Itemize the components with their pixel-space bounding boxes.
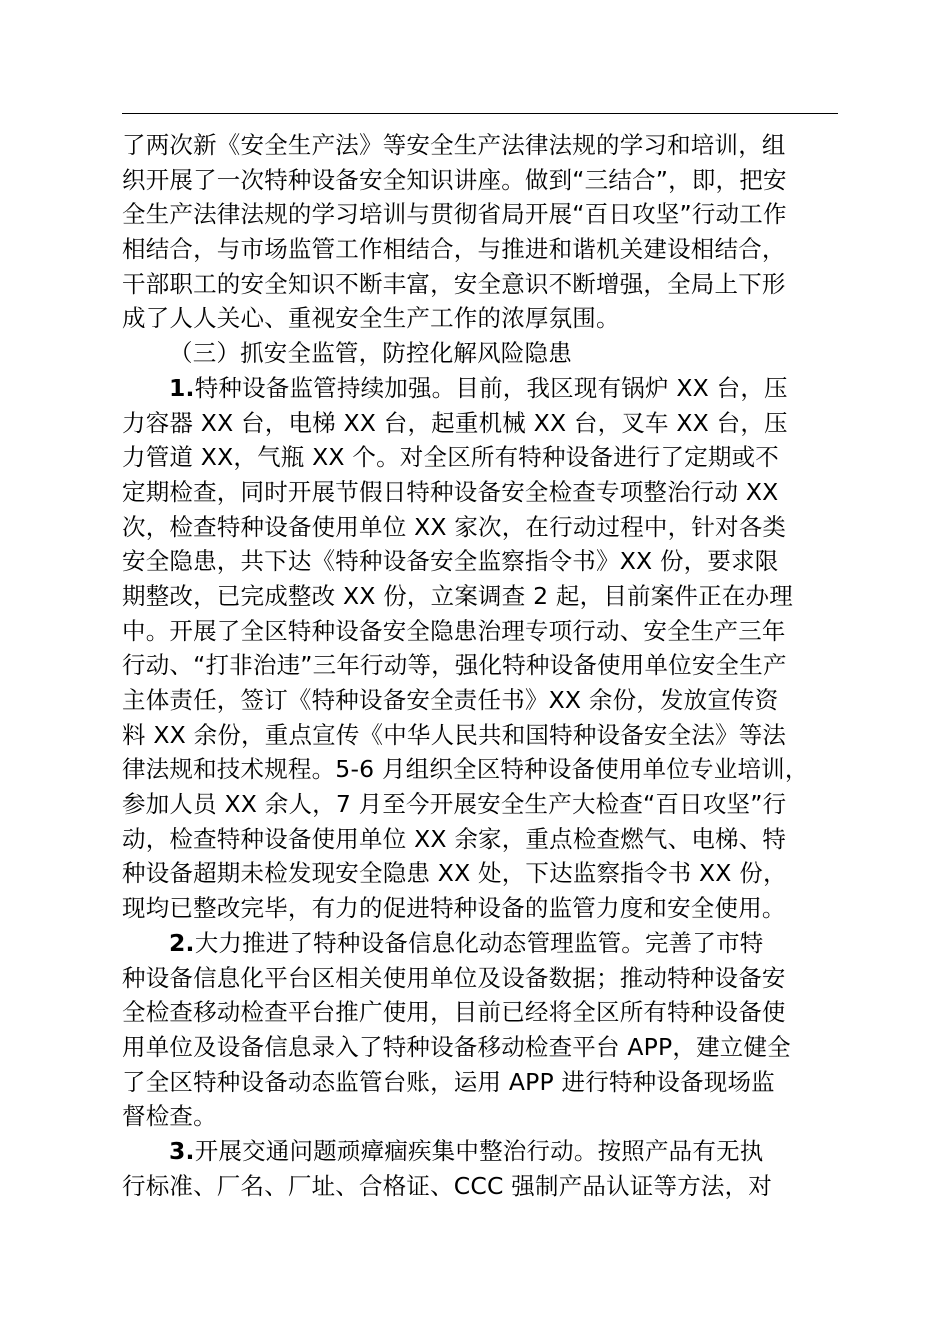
text-line [122, 1134, 852, 1169]
line-text: 特种设备监管持续加强。目前，我区现有锅炉 XX 台，压 [194, 373, 788, 402]
text-line [122, 1169, 852, 1204]
text-line [122, 128, 852, 163]
text-line [122, 371, 852, 406]
line-text: 大力推进了特种设备信息化动态管理监管。完善了市特 [194, 928, 764, 957]
text-line [122, 648, 852, 683]
line-text: 相结合，与市场监管工作相结合，与推进和谐机关建设相结合， [122, 235, 786, 264]
line-text: 种设备超期未检发现安全隐患 XX 处，下达监察指令书 XX 份， [122, 859, 787, 888]
text-line [122, 579, 852, 614]
text-line [122, 787, 852, 822]
text-line [122, 406, 852, 441]
text-line [122, 718, 852, 753]
line-text: 中。开展了全区特种设备安全隐患治理专项行动、安全生产三年 [122, 616, 786, 645]
text-line [122, 301, 852, 336]
line-text: 全检查移动检查平台推广使用，目前已经将全区所有特种设备使 [122, 998, 786, 1027]
line-text: 全生产法律法规的学习培训与贯彻省局开展“百日攻坚”行动工作 [122, 200, 787, 229]
text-line [122, 544, 852, 579]
line-text: 动，检查特种设备使用单位 XX 余家，重点检查燃气、电梯、特 [122, 824, 787, 853]
text-line [122, 614, 852, 649]
text-line [122, 683, 852, 718]
line-text: 参加人员 XX 余人，7 月至今开展安全生产大检查“百日攻坚”行 [122, 790, 787, 819]
text-line [122, 197, 852, 232]
text-line [122, 267, 852, 302]
line-text: 织开展了一次特种设备安全知识讲座。做到“三结合”，即，把安 [122, 165, 787, 194]
item-number: 1. [169, 373, 195, 402]
text-line [122, 1099, 852, 1134]
text-line [122, 822, 852, 857]
item-number: 2. [169, 928, 195, 957]
line-text: 料 XX 余份，重点宣传《中华人民共和国特种设备安全法》等法 [122, 720, 787, 749]
line-text: （三）抓安全监管，防控化解风险隐患 [169, 339, 572, 368]
text-line [122, 891, 852, 926]
line-text: 行标准、厂名、厂址、合格证、CCC 强制产品认证等方法，对 [122, 1171, 772, 1200]
item-number: 3. [169, 1136, 195, 1165]
header-rule [122, 113, 838, 114]
text-line [122, 856, 852, 891]
text-line [122, 752, 852, 787]
line-text: 开展交通问题顽瘴痼疾集中整治行动。按照产品有无执 [194, 1136, 764, 1165]
line-text: 力容器 XX 台，电梯 XX 台，起重机械 XX 台，叉车 XX 台，压 [122, 408, 788, 437]
text-line [122, 163, 852, 198]
line-text: 力管道 XX，气瓶 XX 个。对全区所有特种设备进行了定期或不 [122, 443, 780, 472]
line-text: 现均已整改完毕，有力的促进特种设备的监管力度和安全使用。 [122, 894, 786, 923]
text-line [122, 1065, 852, 1100]
text-line [122, 232, 852, 267]
line-text: 成了人人关心、重视安全生产工作的浓厚氛围。 [122, 304, 620, 333]
text-line [122, 995, 852, 1030]
text-line [122, 336, 852, 371]
document-body [122, 128, 852, 1203]
line-text: 安全隐患，共下达《特种设备安全监察指令书》XX 份，要求限 [122, 547, 779, 576]
text-line [122, 475, 852, 510]
text-line [122, 1030, 852, 1065]
line-text: 次，检查特种设备使用单位 XX 家次，在行动过程中，针对各类 [122, 512, 787, 541]
text-line [122, 926, 852, 961]
text-line [122, 510, 852, 545]
line-text: 了全区特种设备动态监管台账，运用 APP 进行特种设备现场监 [122, 1067, 775, 1096]
line-text: 期整改，已完成整改 XX 份，立案调查 2 起，目前案件正在办理 [122, 581, 793, 610]
line-text: 主体责任，签订《特种设备安全责任书》XX 余份，发放宣传资 [122, 686, 779, 714]
line-text: 律法规和技术规程。5-6 月组织全区特种设备使用单位专业培训， [122, 755, 809, 784]
text-line [122, 440, 852, 475]
line-text: 了两次新《安全生产法》等安全生产法律法规的学习和培训，组 [122, 131, 786, 159]
text-line [122, 961, 852, 996]
line-text: 种设备信息化平台区相关使用单位及设备数据；推动特种设备安 [122, 963, 786, 992]
line-text: 督检查。 [122, 1102, 217, 1131]
line-text: 定期检查，同时开展节假日特种设备安全检查专项整治行动 XX [122, 477, 779, 506]
line-text: 干部职工的安全知识不断丰富，安全意识不断增强，全局上下形 [122, 269, 786, 298]
line-text: 用单位及设备信息录入了特种设备移动检查平台 APP，建立健全 [122, 1032, 791, 1061]
line-text: 行动、“打非治违”三年行动等，强化特种设备使用单位安全生产 [122, 651, 787, 680]
